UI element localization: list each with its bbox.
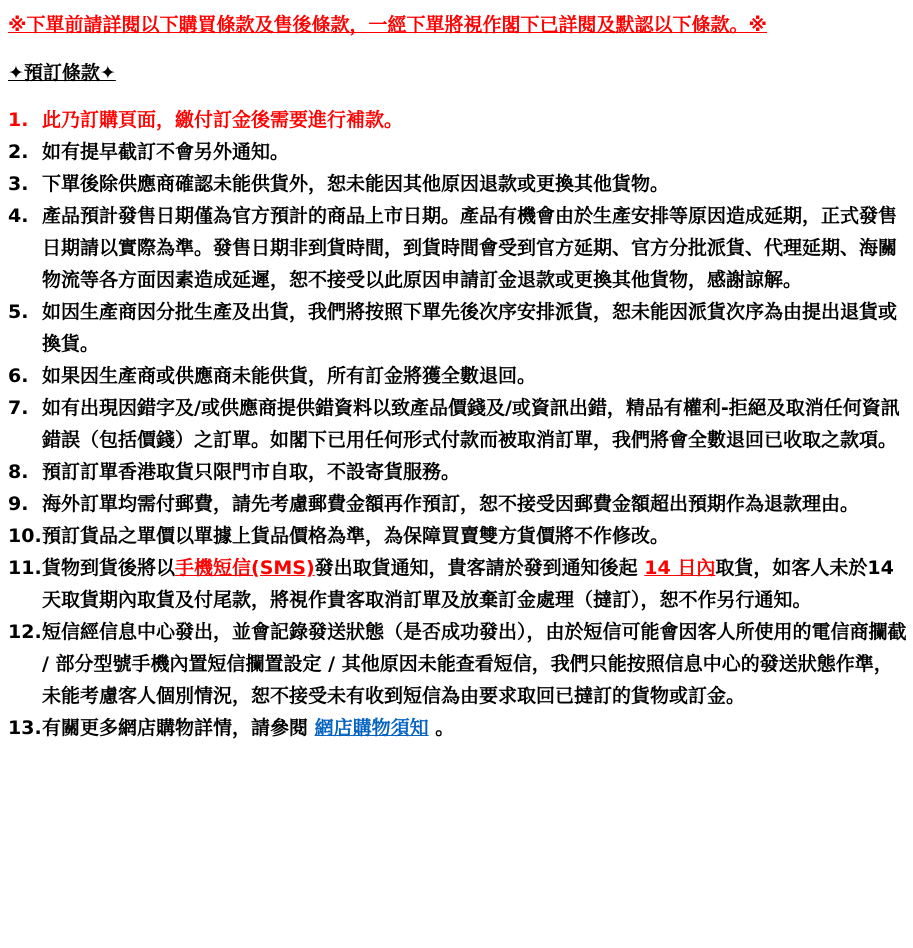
terms-list [8,104,907,744]
term-item-8 [8,456,907,488]
term-text [42,552,907,616]
term-text [42,360,907,392]
term-item-11 [8,552,907,616]
term-number: 7. [8,397,29,419]
term-text [42,488,907,520]
term-text [42,616,907,712]
text-segment: 海外訂單均需付郵費，請先考慮郵費金額再作預訂，恕不接受因郵費金額超出預期作為退款理由。 [42,493,860,515]
text-segment: 下單後除供應商確認未能供貨外，恕未能因其他原因退款或更換其他貨物。 [42,173,670,195]
term-item-9 [8,488,907,520]
term-number: 9. [8,493,29,515]
term-number: 12. [8,621,42,643]
term-number: 1. [8,109,29,131]
term-item-3 [8,168,907,200]
text-segment: 有關更多網店購物詳情，請參閱 [42,717,315,739]
shop-guide-link[interactable]: 網店購物須知 [314,717,429,739]
sms-emphasis: 手機短信(SMS) [175,557,315,579]
term-number: 2. [8,141,29,163]
text-segment: 如因生產商因分批生產及出貨，我們將按照下單先後次序安排派貨，恕未能因派貨次序為由提出退貨或換貨。 [42,301,898,355]
term-text [42,296,907,360]
term-text [42,104,907,136]
text-segment: 發出取貨通知，貴客請於發到通知後起 [314,557,645,579]
text-segment: 如果因生產商或供應商未能供貨，所有訂金將獲全數退回。 [42,365,537,387]
term-text [42,712,907,744]
section-title-preorder-terms: ✦預訂條款✦ [8,62,116,84]
term-text [42,200,907,296]
text-segment: 此乃訂購頁面，繳付訂金後需要進行補款。 [42,109,404,131]
pickup-deadline-emphasis: 14 日內 [644,557,716,579]
term-item-1 [8,104,907,136]
term-number: 6. [8,365,29,387]
term-item-5 [8,296,907,360]
term-item-6 [8,360,907,392]
purchase-notice-heading: ※下單前請詳閱以下購買條款及售後條款，一經下單將視作閣下已詳閱及默認以下條款。※ [8,14,767,36]
text-segment: 產品預計發售日期僅為官方預計的商品上市日期。產品有機會由於生產安排等原因造成延期，正式發售日期請以實際為準。發售日期非到貨時間，到貨時間會受到官方延期、官方分批派貨、代理延期、海關物流等各方面因素造成延遲，恕不接受以此原因申請訂金退款或更換其他貨物，感謝諒解。 [42,205,898,291]
text-segment: 如有出現因錯字及/或供應商提供錯資料以致產品價錢及/或資訊出錯，精品有權利-拒絕及取消任何資訊錯誤（包括價錢）之訂單。如閣下已用任何形式付款而被取消訂單，我們將會全數退回已收取之款項。 [42,397,900,451]
text-segment: 如有提早截訂不會另外通知。 [42,141,290,163]
term-number: 8. [8,461,29,483]
term-number: 11. [8,557,42,579]
term-number: 3. [8,173,29,195]
term-text [42,392,907,456]
text-segment: 預訂貨品之單價以單據上貨品價格為準，為保障買賣雙方貨價將不作修改。 [42,525,670,547]
term-item-7 [8,392,907,456]
text-segment: 貨物到貨後將以 [42,557,176,579]
text-segment: 取貨，如客人未於14 天取貨期內取貨及付尾款，將視作貴客取消訂單及放棄訂金處理（撻訂），恕不作另行通知。 [42,557,894,611]
term-number: 5. [8,301,29,323]
text-segment: 。 [428,717,455,739]
term-number: 4. [8,205,29,227]
term-text [42,136,907,168]
term-text [42,520,907,552]
term-item-4 [8,200,907,296]
term-item-13 [8,712,907,744]
term-item-10 [8,520,907,552]
term-text [42,456,907,488]
term-number: 13. [8,717,42,739]
text-segment: 預訂訂單香港取貨只限門市自取，不設寄貨服務。 [42,461,461,483]
text-segment: 短信經信息中心發出，並會記錄發送狀態（是否成功發出），由於短信可能會因客人所使用的電信商攔截 / 部分型號手機內置短信攔置設定 / 其他原因未能查看短信，我們只能按照信息中心的發送狀態作準，未能考慮客人個別情況，恕不接受未有收到短信為由要求取回已撻訂的貨物或訂金。 [42,621,907,707]
term-item-2 [8,136,907,168]
term-number: 10. [8,525,42,547]
term-item-12 [8,616,907,712]
term-text [42,168,907,200]
